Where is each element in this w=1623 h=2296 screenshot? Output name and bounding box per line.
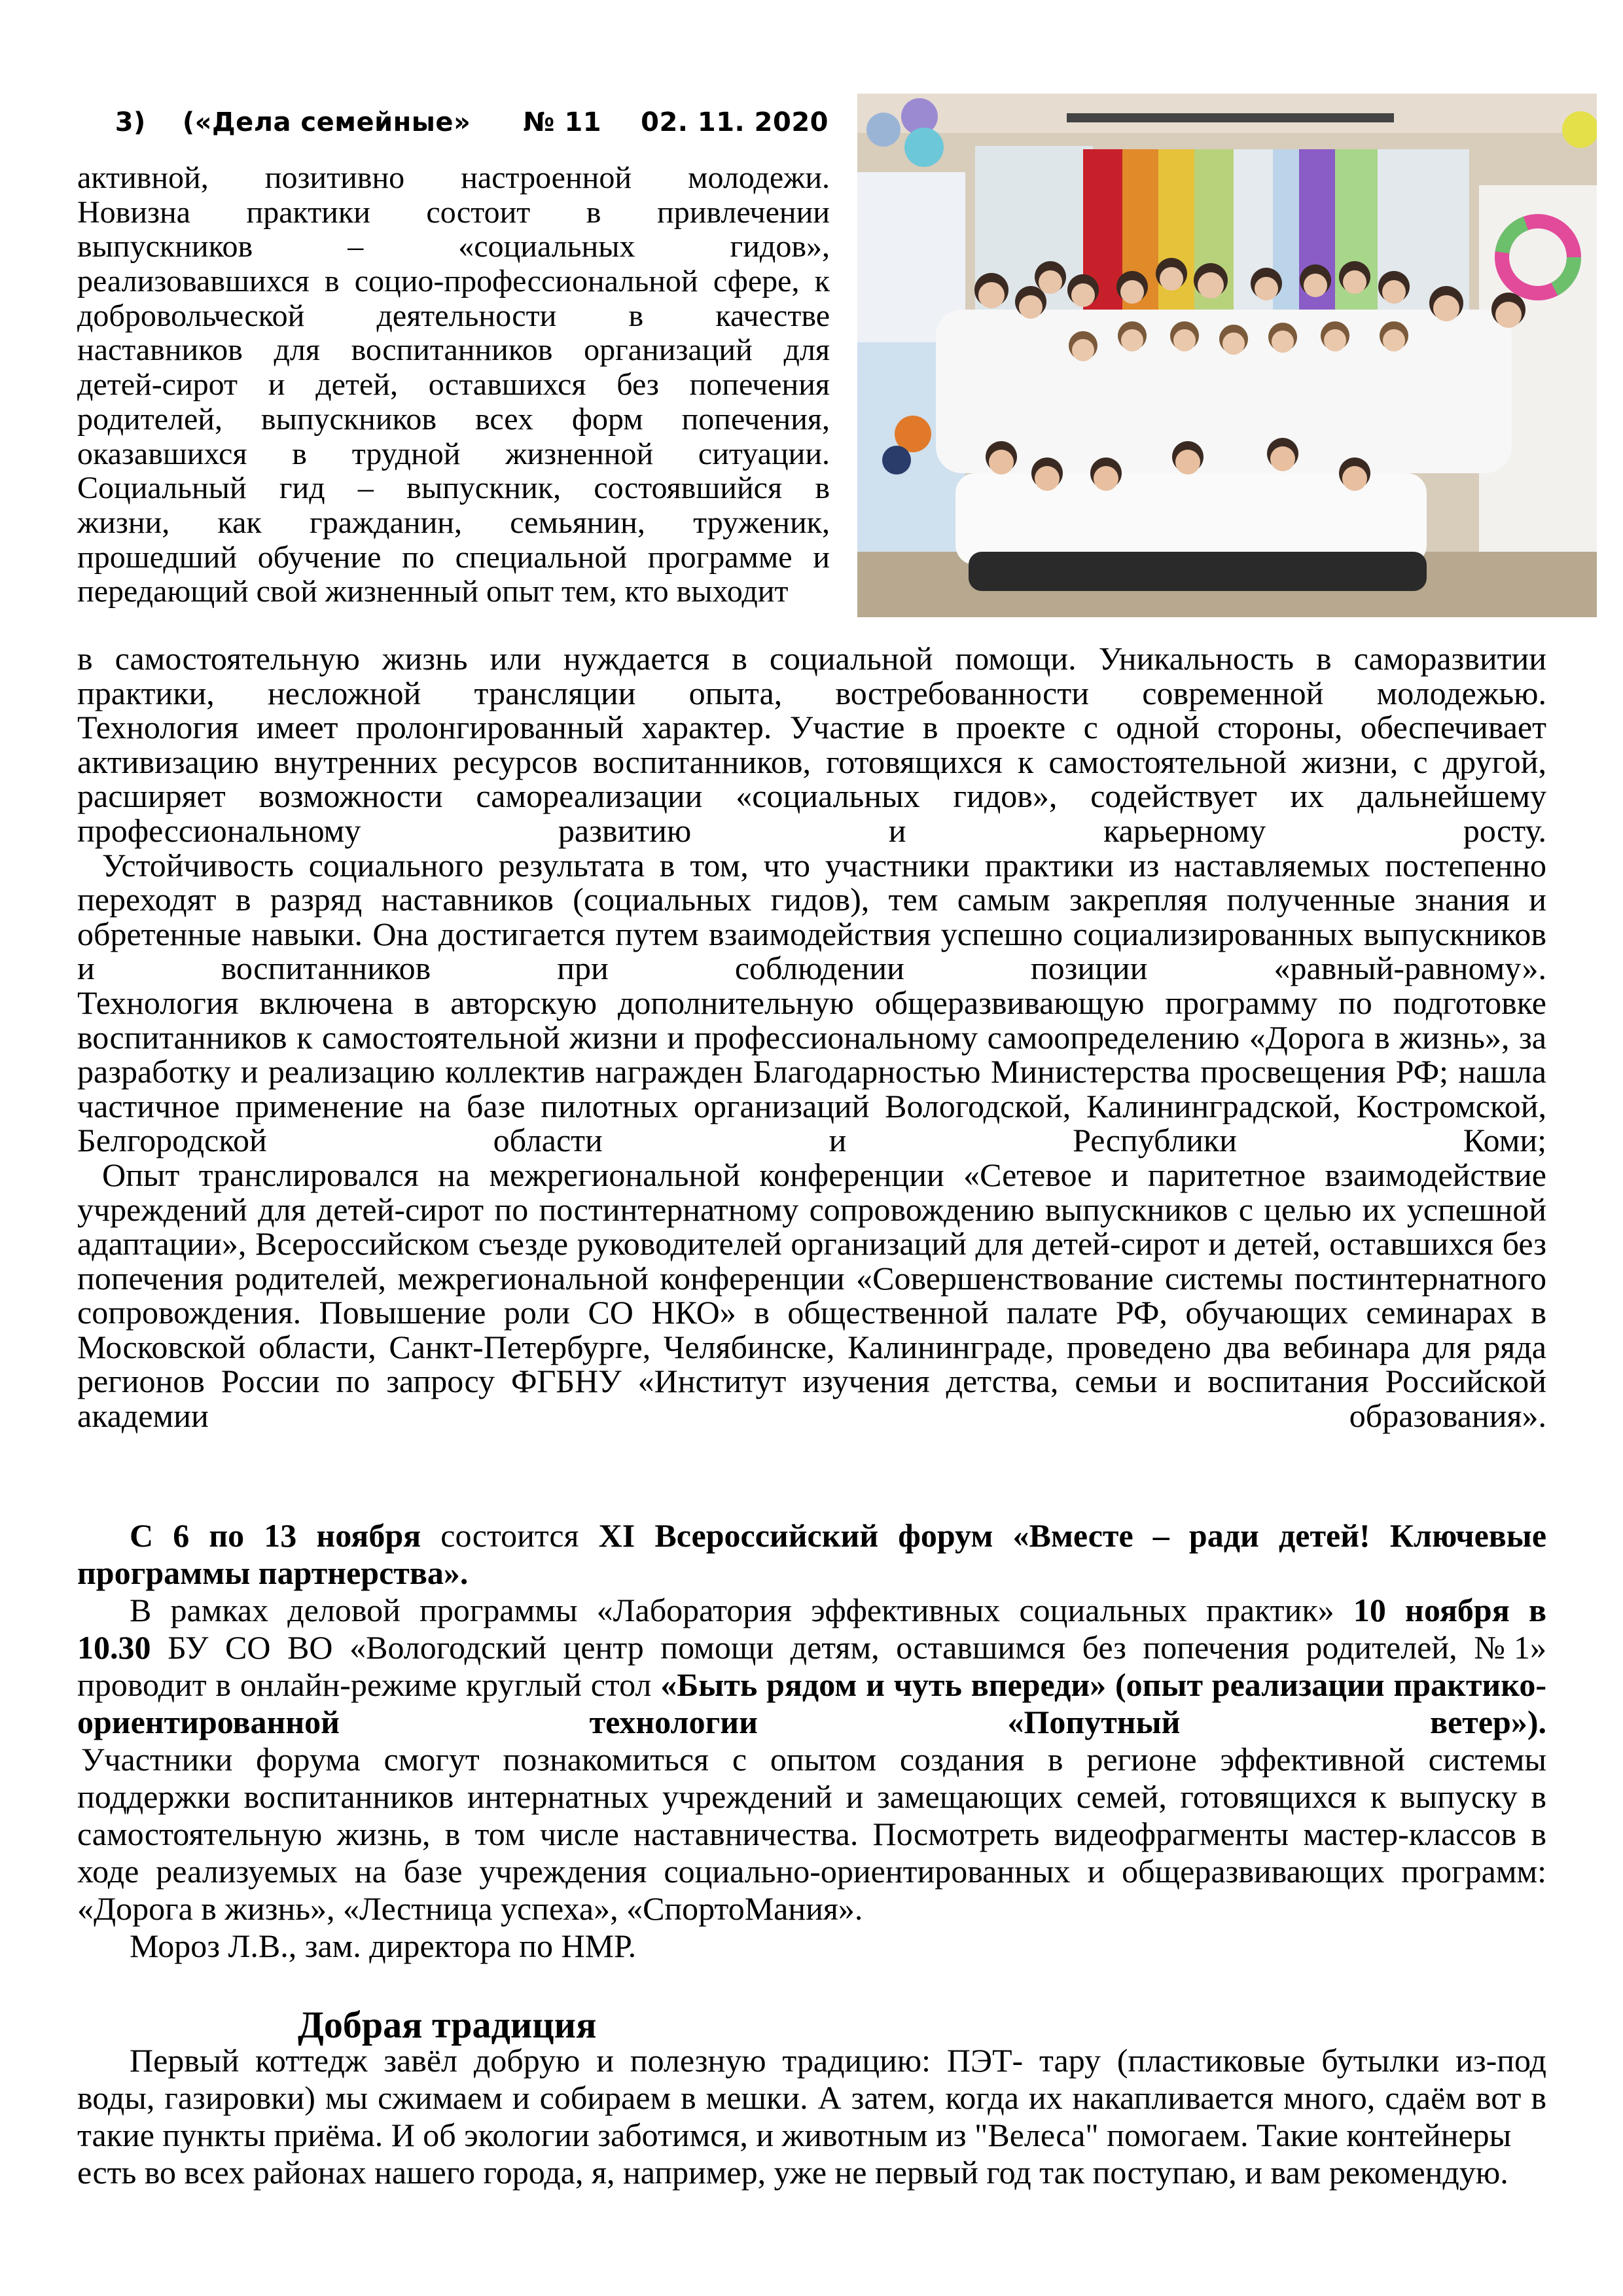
text-line: «Дорога в жизнь», «Лестница успеха», «СпортоМания». — [77, 1890, 863, 1927]
text-line: адаптации», Всероссийском съезде руководителей организаций для детей-сирот и детей, оставшихся без — [77, 1225, 1546, 1263]
forum-line: программы партнерства». — [77, 1554, 469, 1591]
text-line: разработку и реализацию коллектив награжден Благодарностью Министерства просвещения РФ; нашла — [77, 1053, 1546, 1090]
text-line: есть во всех районах нашего города, я, например, уже не первый год так поступаю, и вам рекомендую. — [77, 2154, 1508, 2191]
second-article-body — [77, 2042, 1546, 2191]
forum-announcement — [77, 1517, 1546, 1965]
text-line: выпускников – «социальных гидов», — [77, 229, 830, 264]
forum-line: В рамках деловой программы «Лаборатория эффективных социальных практик» 10 ноября в — [130, 1592, 1546, 1628]
text-line: Устойчивость социального результата в том, что участники практики из наставляемых постепенно — [102, 846, 1546, 884]
text-line: активизацию внутренних ресурсов воспитанников, готовящихся к самостоятельной жизни, с другой, — [77, 743, 1546, 780]
text-line: Московской области, Санкт-Петербурге, Челябинске, Калининграде, проведено два вебинара для ряда — [77, 1328, 1546, 1365]
forum-line: С 6 по 13 ноября состоится XI Всероссийский форум «Вместе – ради детей! Ключевые — [130, 1517, 1547, 1554]
text-line: Технология включена в авторскую дополнительную общеразвивающую программу по подготовке — [77, 984, 1546, 1021]
article-body — [77, 641, 1546, 1433]
forum-line: 10.30 БУ СО ВО «Вологодский центр помощи детям, оставшимся без попечения родителей, №1» — [77, 1629, 1546, 1666]
text-line: Белгородской области и Республики Коми; — [77, 1122, 1546, 1159]
author-signature: Мороз Л.В., зам. директора по НМР. — [130, 1928, 637, 1964]
text-line: родителей, выпускников всех форм попечения, — [77, 401, 830, 437]
group-photo-illustration — [857, 94, 1597, 617]
text-line: регионов России по запросу ФГБНУ «Институт изучения детства, семьи и воспитания Российской — [77, 1363, 1546, 1400]
forum-line: проводит в онлайн-режиме круглый стол «Быть рядом и чуть впереди» (опыт реализации практико- — [77, 1666, 1547, 1703]
text-line: сопровождения. Повышение роли СО НКО» в общественной палате РФ, обучающих семинарах в — [77, 1294, 1546, 1331]
section-title: Добрая традиция — [298, 2003, 597, 2046]
text-line: и воспитанников при соблюдении позиции «равный-равному». — [77, 950, 1546, 987]
text-line: такие пункты приёма. И об экологии заботимся, и животным из "Велеса" помогаем. Такие контейнеры — [77, 2117, 1512, 2153]
newspaper-title: («Дела семейные» — [182, 107, 471, 137]
text-line: передающий свой жизненный опыт тем, кто выходит — [77, 574, 789, 609]
text-line: частичное применение на базе пилотных организаций Вологодской, Калининградской, Костромской, — [77, 1087, 1546, 1124]
text-line: профессиональному развитию и карьерному росту. — [77, 812, 1546, 849]
text-line: переходят в разряд наставников (социальных гидов), тем самым закрепляя полученные знания и — [77, 881, 1546, 918]
text-line: наставников для воспитанников организаций для — [77, 332, 830, 368]
article-column — [77, 161, 830, 609]
text-line: Новизна практики состоит в привлечении — [77, 194, 830, 230]
text-line: Участники форума смогут познакомиться с опытом создания в регионе эффективной системы — [81, 1741, 1546, 1778]
text-line: учреждений для детей-сирот по постинтернатному сопровождению выпускников с целью их успешной — [77, 1191, 1546, 1228]
page-header — [77, 77, 829, 168]
text-line: Технология имеет пролонгированный характер. Участие в проекте с одной стороны, обеспечивает — [77, 709, 1546, 746]
text-line: Опыт транслировался на межрегиональной конференции «Сетевое и паритетное взаимодействие — [102, 1156, 1546, 1193]
issue-number: № 11 — [523, 107, 602, 137]
issue-date: 02. 11. 2020 — [641, 107, 829, 137]
text-line: детей-сирот и детей, оставшихся без попечения — [77, 367, 830, 403]
text-line: самостоятельную жизнь, в том числе наставничества. Посмотреть видеофрагменты мастер-классов в — [77, 1816, 1546, 1852]
text-line: воспитанников к самостоятельной жизни и профессиональному самоопределению «Дорога в жизнь», за — [77, 1018, 1546, 1056]
text-line: в самостоятельную жизнь или нуждается в социальной помощи. Уникальность в саморазвитии — [77, 640, 1546, 677]
text-line: Первый коттедж завёл добрую и полезную традицию: ПЭТ- тару (пластиковые бутылки из-под — [130, 2042, 1546, 2079]
page-number: 3) — [115, 107, 146, 137]
text-line: ходе реализуемых на базе учреждения социально-ориентированных и общеразвивающих программ: — [77, 1853, 1546, 1890]
text-line: воды, газировки) мы сжимаем и собираем в мешки. А затем, когда их накапливается много, сдаём вот в — [77, 2079, 1546, 2116]
text-line: поддержки воспитанников интернатных учреждений и замещающих семей, готовящихся к выпуску в — [77, 1778, 1546, 1815]
group-photo — [857, 94, 1597, 617]
text-line: жизни, как гражданин, семьянин, труженик, — [77, 505, 830, 540]
text-line: активной, позитивно настроенной молодежи. — [77, 160, 830, 195]
text-line: Социальный гид – выпускник, состоявшийся в — [77, 471, 830, 506]
text-line: оказавшихся в трудной жизненной ситуации. — [77, 436, 830, 471]
text-line: расширяет возможности самореализации «социальных гидов», содействует их дальнейшему — [77, 778, 1546, 815]
text-line: прошедший обучение по специальной программе и — [77, 539, 830, 575]
text-line: добровольческой деятельности в качестве — [77, 298, 830, 333]
forum-line: ориентированной технологии «Попутный ветер»). — [77, 1704, 1546, 1740]
text-line: попечения родителей, межрегиональной конференции «Совершенствование системы постинтернатного — [77, 1259, 1546, 1297]
text-line: практики, несложной трансляции опыта, востребованности современной молодежью. — [77, 674, 1546, 711]
text-line: академии образования». — [77, 1397, 1546, 1435]
text-line: реализовавшихся в социо-профессиональной сфере, к — [77, 264, 830, 299]
text-line: обретенные навыки. Она достигается путем взаимодействия успешно социализированных выпускников — [77, 915, 1546, 952]
